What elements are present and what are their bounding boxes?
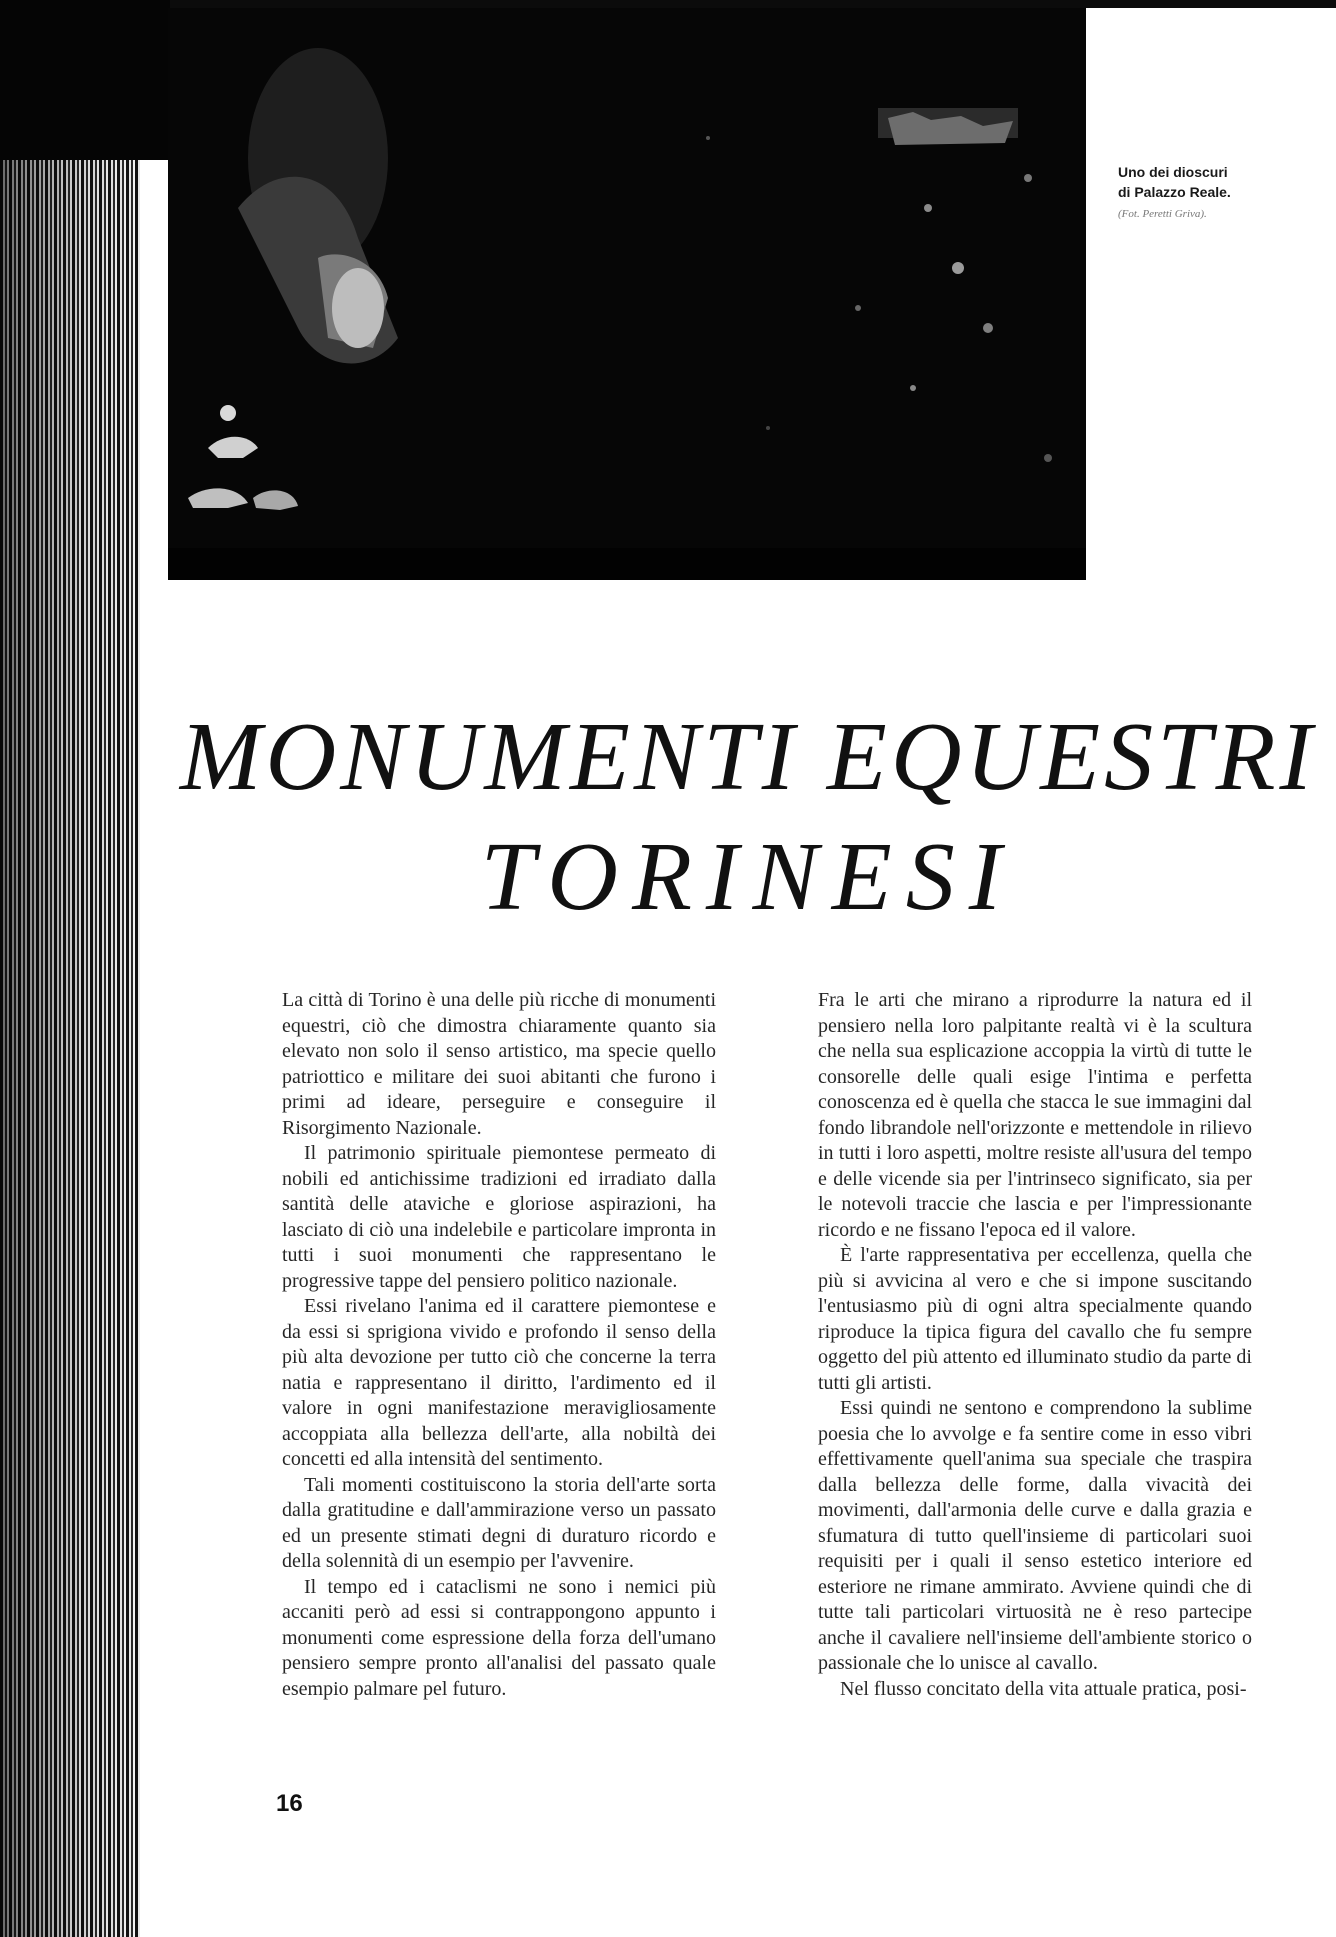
paragraph: Il tempo ed i cataclismi ne sono i nemici più accaniti però ad essi si contrappongono appunto i monumenti come espressione della forza dell'umano pensiero sempre pronto all'analisi del passato quale esempio palmare pel futuro. xyxy=(282,1575,716,1700)
page-edge-shadow xyxy=(0,0,140,1937)
statue-photograph xyxy=(168,8,1086,580)
paragraph: Nel flusso concitato della vita attuale pratica, posi- xyxy=(840,1677,1247,1700)
paragraph: Fra le arti che mirano a riprodurre la natura ed il pensiero nella loro palpitante realtà vi è la scultura che nella sua esplicazione accoppia la virtù di tutte le consorelle delle quali esige l'intima e perfetta conoscenza ed è quella che stacca le sue immagini dal fondo librandole nell'orizzonte e mettendole in rilievo in tutti i loro aspetti, moltre resiste all'usura del tempo e delle vicende sia per l'intrinseco significato, sia per le notevoli traccie che lascia e per l'impressionante ricordo e ne fissano l'epoca ed il valore. xyxy=(818,989,1252,1241)
paragraph: Tali momenti costituiscono la storia dell'arte sorta dalla gratitudine e dall'ammirazione verso un passato ed un presente stimati degni di duraturo ricordo e della solennità di un esempio per l'avvenire. xyxy=(282,1473,716,1572)
photo-caption xyxy=(1118,162,1318,220)
caption-line-1: Uno dei dioscuri xyxy=(1118,164,1228,180)
article-title-line-1: MONUMENTI EQUESTRI xyxy=(179,703,1317,811)
top-border xyxy=(0,0,1336,8)
equestrian-statue-photo-icon xyxy=(168,8,1086,580)
left-text-column xyxy=(282,988,716,1702)
page-number: 16 xyxy=(276,1790,303,1817)
article-title-line-2: TORINESI xyxy=(480,823,1016,931)
top-left-dark-corner xyxy=(0,0,170,160)
paragraph: La città di Torino è una delle più ricche di monumenti equestri, ciò che dimostra chiaramente quanto sia elevato non solo il senso artistico, ma specie quello patriottico e militare dei suoi abitanti che furono i primi ad ideare, perseguire e conseguire il Risorgimento Nazionale. xyxy=(282,989,716,1139)
photo-credit: (Fot. Peretti Griva). xyxy=(1118,208,1207,220)
paragraph: Il patrimonio spirituale piemontese permeato di nobili ed antichissime tradizioni ed irradiato dalla santità delle ataviche e gloriose aspirazioni, ha lasciato di ciò una indelebile e particolare impronta in tutti i suoi monumenti che rappresentano le progressive tappe del pensiero politico nazionale. xyxy=(282,1142,716,1292)
right-text-column xyxy=(818,988,1252,1702)
paragraph: Essi rivelano l'anima ed il carattere piemontese e da essi si sprigiona vivido e profondo il senso della più alta devozione per tutto ciò che concerne la terra natia e rappresentano il diritto, l'ardimento ed il valore in ogni manifestazione meravigliosamente accoppiata alla bellezza dell'arte, alla nobiltà dei concetti ed alla intensità del sentimento. xyxy=(282,1295,716,1470)
caption-line-2: di Palazzo Reale. xyxy=(1118,184,1231,200)
paragraph: È l'arte rappresentativa per eccellenza, quella che più si avvicina al vero e che si impone suscitando l'entusiasmo più di ogni altra specialmente quando riproduce la tipica figura del cavallo che fu sempre oggetto del più attento ed illuminato studio da parte di tutti gli artisti. xyxy=(818,1244,1252,1394)
paragraph: Essi quindi ne sentono e comprendono la sublime poesia che lo avvolge e fa sentire come in esso vibri effettivamente quell'anima sua speciale che traspira dalla bellezza delle forme, dalla vivacità dei movimenti, dall'armonia delle curve e dalla grazia e sfumatura di tutto quell'insieme di particolari suoi requisiti per i quali il senso estetico interiore ed esteriore ne rimane ammirato. Avviene quindi che di tutte tali particolari virtuosità ne è reso partecipe anche il cavaliere nell'insieme dell'ambiente storico o passionale che lo unisce al cavallo. xyxy=(818,1397,1252,1674)
